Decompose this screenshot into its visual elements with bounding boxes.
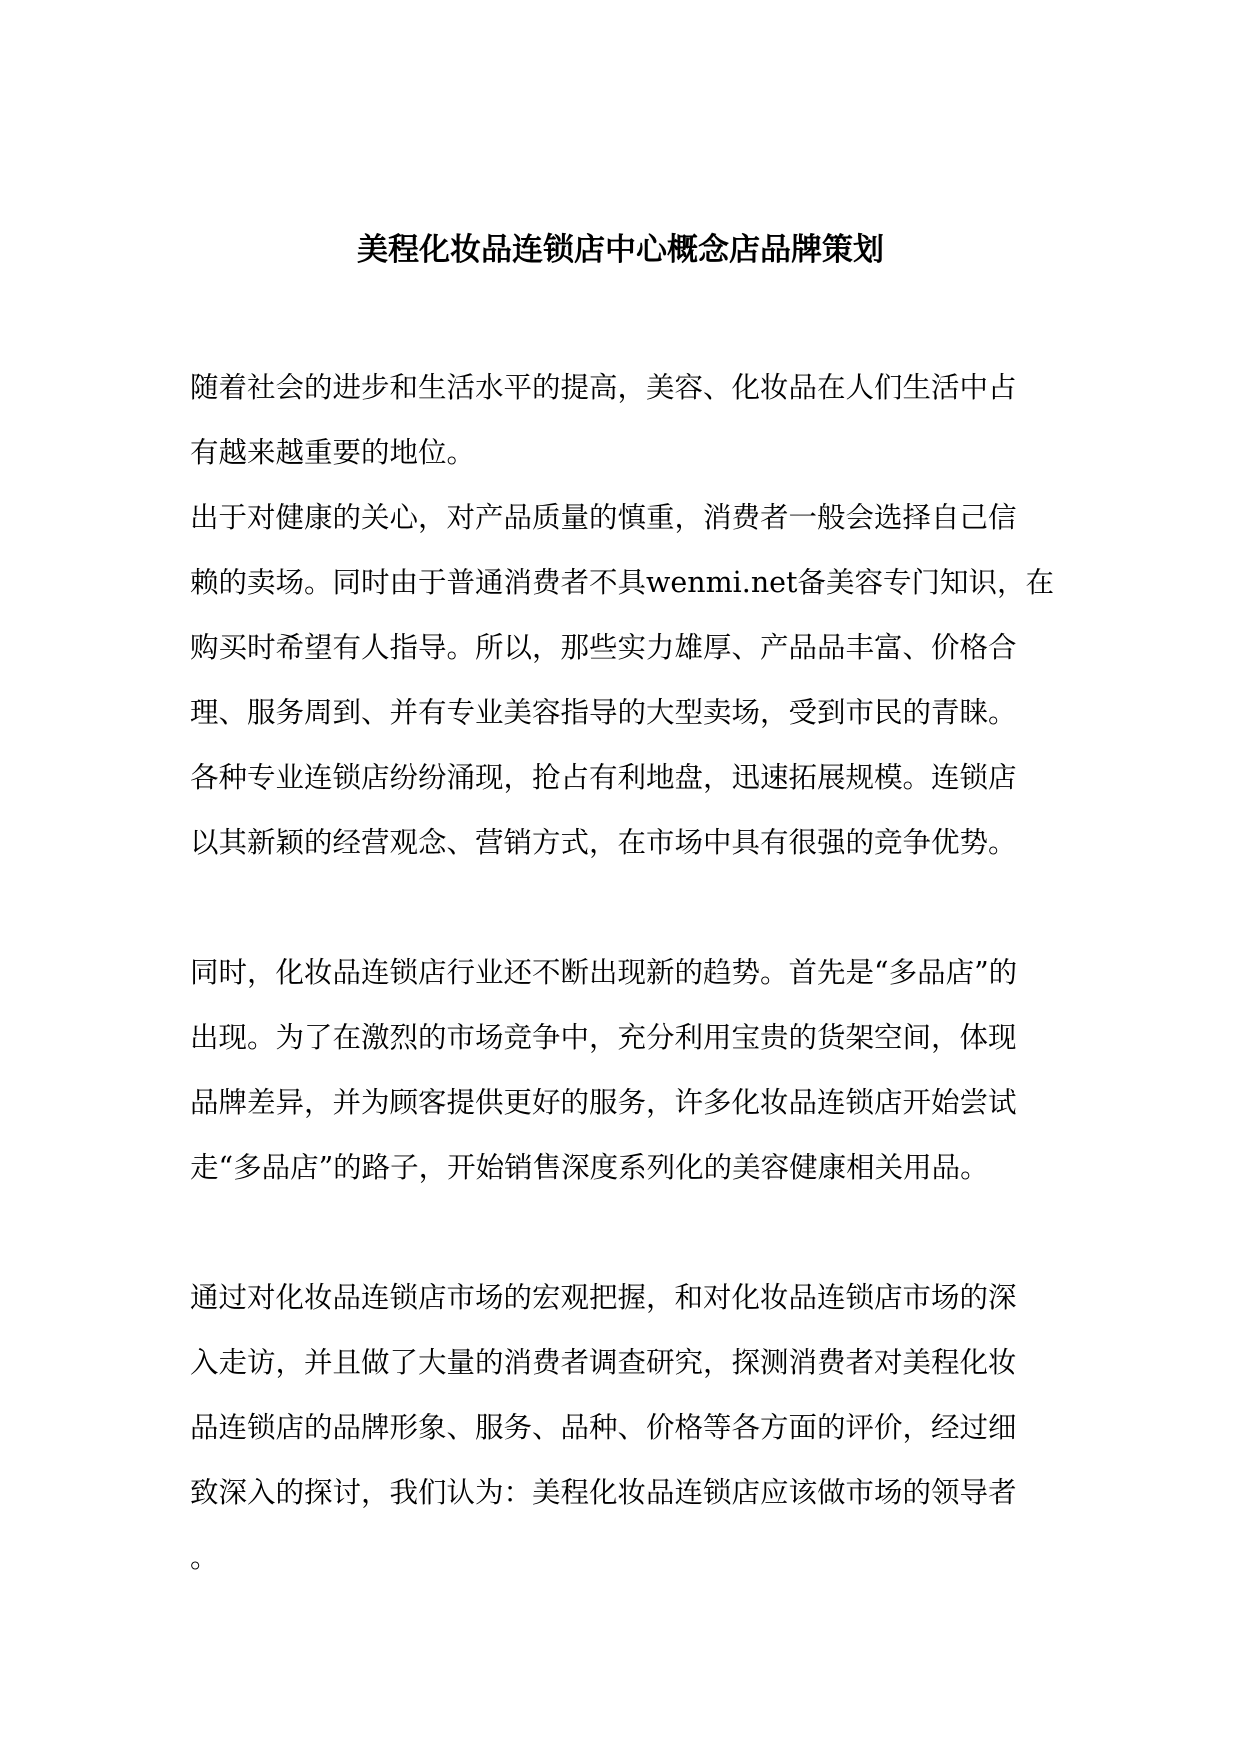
text-line: 致深入的探讨，我们认为：美程化妆品连锁店应该做市场的领导者 [190,1476,1017,1509]
text-line: 入走访，并且做了大量的消费者调查研究，探测消费者对美程化妆 [190,1346,1017,1379]
document-body [190,355,1054,1590]
text-line: 有越来越重要的地位。 [190,436,476,469]
text-line: 通过对化妆品连锁店市场的宏观把握，和对化妆品连锁店市场的深 [190,1281,1017,1314]
paragraph-gap [190,875,1045,940]
text-line: 走“多品店”的路子，开始销售深度系列化的美容健康相关用品。 [190,1151,989,1184]
text-line: 出现。为了在激烈的市场竞争中，充分利用宝贵的货架空间，体现 [190,1021,1017,1054]
text-line: 。 [190,1541,219,1574]
paragraph-gap [190,1200,1045,1265]
text-line: 各种专业连锁店纷纷涌现，抢占有利地盘，迅速拓展规模。连锁店 [190,761,1017,794]
text-line: 随着社会的进步和生活水平的提高，美容、化妆品在人们生活中占 [190,371,1017,404]
text-line: 品牌差异，并为顾客提供更好的服务，许多化妆品连锁店开始尝试 [190,1086,1017,1119]
document-title: 美程化妆品连锁店中心概念店品牌策划 [357,232,884,268]
text-line: 出于对健康的关心，对产品质量的慎重，消费者一般会选择自己信 [190,501,1017,534]
text-line: 购买时希望有人指导。所以，那些实力雄厚、产品品丰富、价格合 [190,631,1017,664]
text-line: 品连锁店的品牌形象、服务、品种、价格等各方面的评价，经过细 [190,1411,1017,1444]
text-line: 赖的卖场。同时由于普通消费者不具wenmi.net备美容专门知识，在 [190,566,1054,599]
text-line: 同时，化妆品连锁店行业还不断出现新的趋势。首先是“多品店”的 [190,956,1018,989]
text-line: 理、服务周到、并有专业美容指导的大型卖场，受到市民的青睐。 [190,696,1017,729]
text-line: 以其新颖的经营观念、营销方式，在市场中具有很强的竞争优势。 [190,826,1017,859]
